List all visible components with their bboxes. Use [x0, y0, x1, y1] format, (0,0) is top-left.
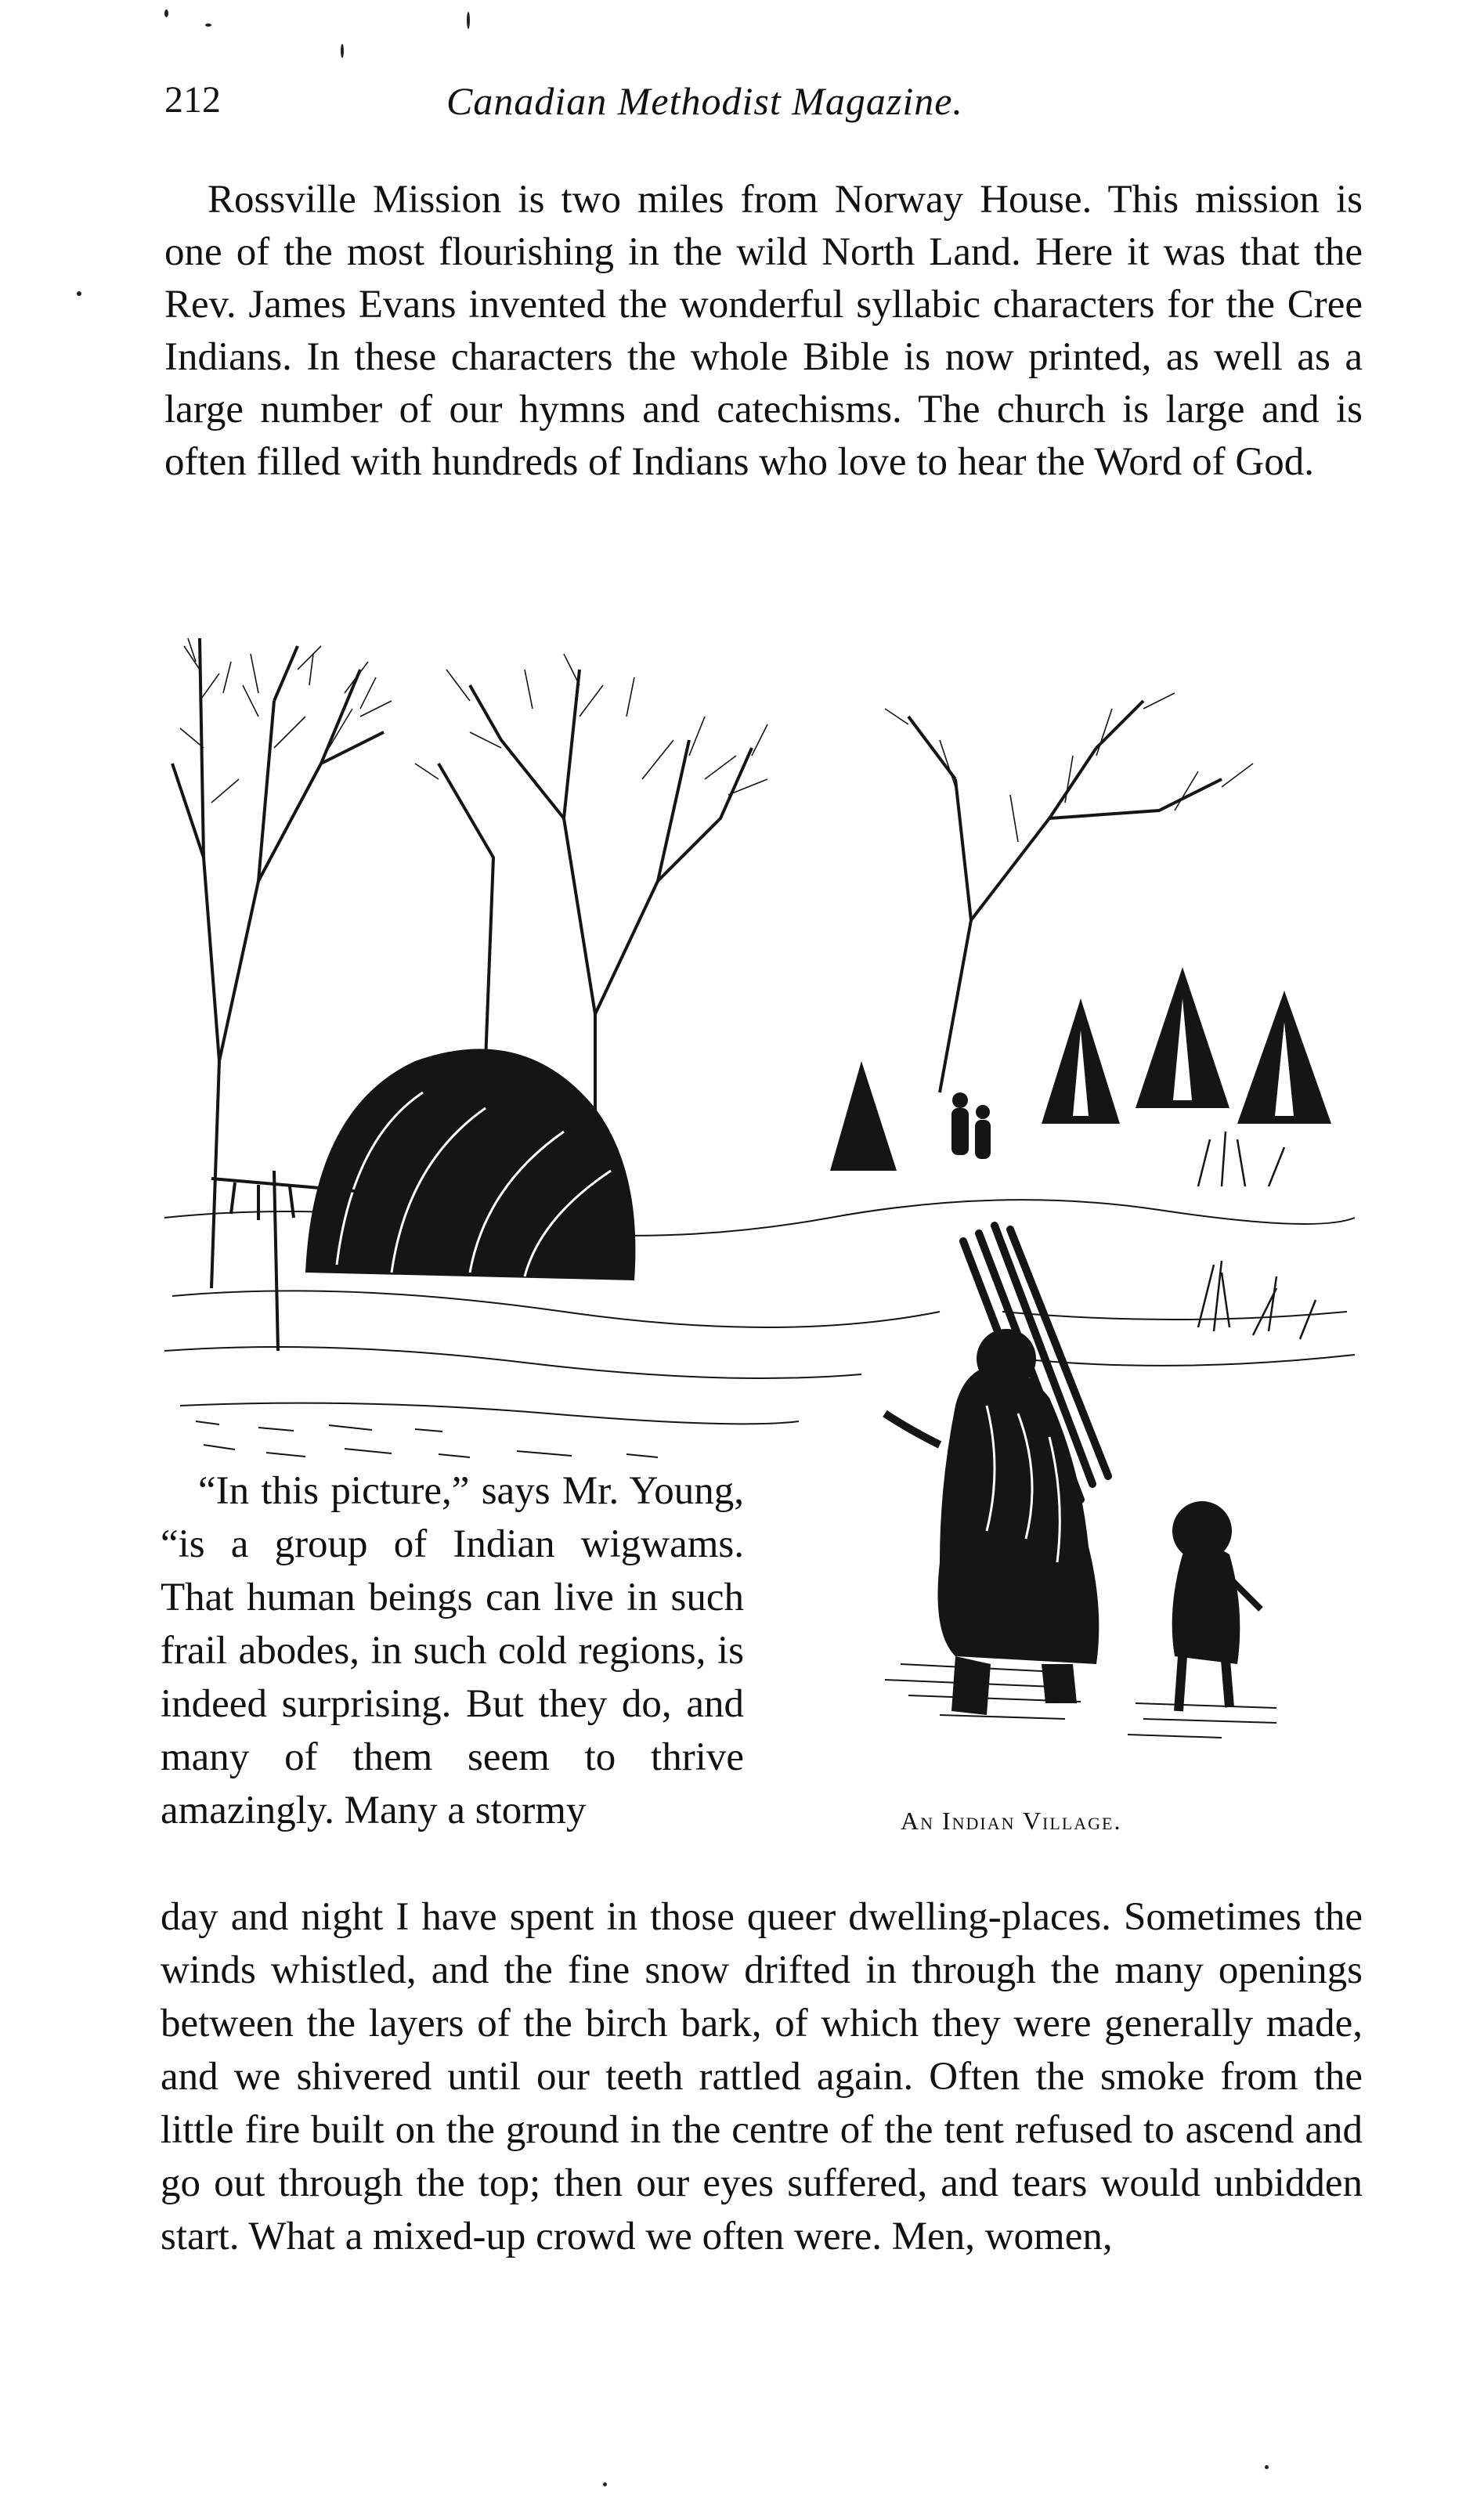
main-wigwam [305, 1049, 635, 1280]
woman-with-wood [885, 1226, 1108, 1715]
print-speck [205, 23, 211, 27]
print-speck [164, 9, 168, 17]
paragraph-mr-young-continued: day and night I have spent in those queer dwelling-places. Sometimes the winds whistled, and the fine snow drifted in through the many openings between the layers of the birch bark, of which they were generally made, and we shivered until our teeth rattled again. Often the smoke from the little fire built on the ground in the centre of the tent refused to ascend and go out through the top; then our eyes suffered, and tears would unbidden start. What a mixed-up crowd we often were. Men, women, [161, 1895, 1363, 2258]
figure-shadow-hatching [885, 1664, 1276, 1738]
print-speck [467, 12, 470, 29]
print-speck [1265, 2465, 1269, 2469]
tree-twigs-right [885, 693, 1253, 842]
print-speck [77, 291, 81, 296]
paragraph-rossville-mission: Rossville Mission is two miles from Norway House. This mission is one of the most flourishing in the wild North Land. Here it was that the Rev. James Evans invented the wonderful syllabic characters for the Cree Indians. In these characters the whole Bible is now printed, as well as a large number of our hymns and catechisms. The church is large and is often filled with hundreds of Indians who love to hear the Word of God. [164, 178, 1363, 484]
paragraph-mr-young-quote: “In this picture,” says Mr. Young, “is a group of Indian wigwams. That human beings can live in such frail abodes, in such cold regions, is indeed surprising. But they do, and many of them seem to thrive amazingly. Many a stormy [161, 1469, 744, 1832]
distant-figures [951, 1092, 991, 1159]
print-speck [341, 44, 344, 58]
child-figure [1172, 1501, 1261, 1711]
page-header [164, 78, 1355, 133]
tree-twigs-center [415, 654, 767, 795]
tree-twigs-left [180, 638, 392, 803]
print-speck [603, 2482, 607, 2486]
figure-caption: An Indian Village. [901, 1807, 1122, 1835]
running-title: Canadian Methodist Magazine. [446, 79, 963, 123]
right-shrubs [1198, 1132, 1316, 1339]
page-number: 212 [164, 79, 221, 121]
